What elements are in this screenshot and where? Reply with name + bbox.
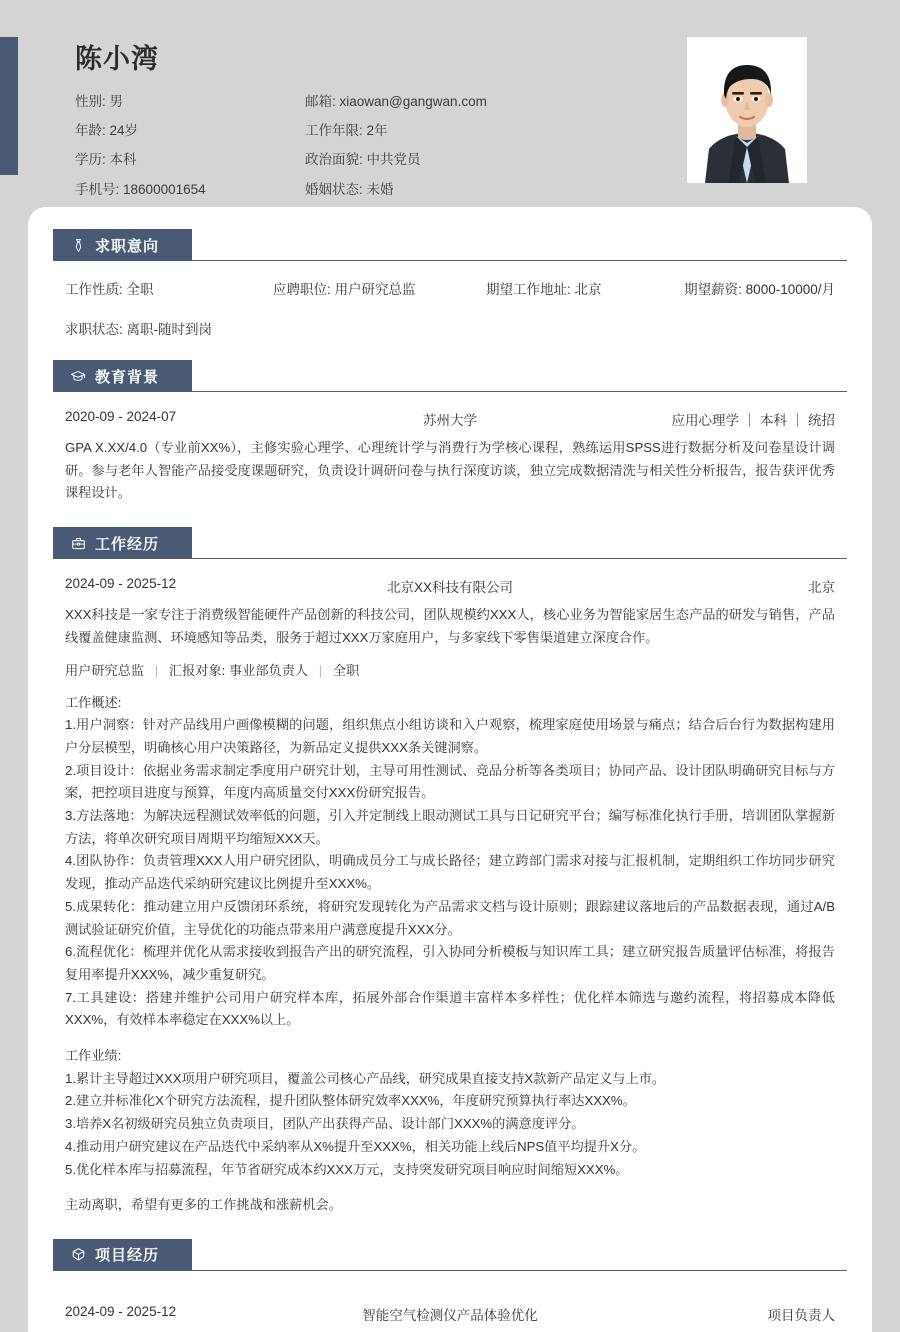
job-intent-salary [684,278,835,298]
info-political-status-label: 政治面貌: [305,152,363,168]
spacer-education [53,338,847,360]
info-gender [75,94,305,110]
job-intent-position-value: 用户研究总监 [334,282,416,297]
section-tag-job-intent [53,229,192,261]
work-role-line [65,660,835,679]
section-job-intent [53,229,847,338]
work-report-to: 汇报对象: 事业部负责人 [168,662,309,678]
section-education [53,360,847,505]
section-header-work [53,527,847,559]
work-company-intro: XXX科技是一家专注于消费级智能硬件产品创新的科技公司，团队规模约XXX人，核心业务为智能家居生态产品的研发与销售，产品线覆盖健康监测、环境感知等品类，服务于超过XXX万家庭用户，与多家线下零售渠道建立深度合作。 [65,607,835,645]
section-rule-project [192,1239,847,1271]
work-leave-reason: 主动离职，希望有更多的工作挑战和涨薪机会。 [65,1197,342,1213]
header-accent-bar [0,37,18,175]
info-marital-status-label: 婚姻状态: [305,181,363,197]
section-rule-work [192,527,847,559]
spacer-duties [65,679,835,692]
education-detail: 应用心理学 ｜ 本科 ｜ 统招 [671,413,835,428]
info-age-label: 年龄: [75,123,106,139]
spacer-project [53,1217,847,1239]
spacer-top [53,207,847,229]
job-intent-location-value: 北京 [574,282,602,297]
candidate-name: 陈小湾 [75,44,159,74]
resume-header [0,0,900,207]
work-achievement-item: 5.优化样本库与招募流程，年节省研究成本约XXX万元，支持突发研究项目响应时间缩短XXX%。 [65,1161,629,1177]
job-intent-row-1 [65,278,835,298]
spacer-achievements [65,1032,835,1045]
section-tag-education [53,360,192,392]
section-rule-education [192,360,847,392]
info-degree-value: 本科 [109,152,137,168]
info-marital-status [305,182,487,198]
education-school: 苏州大学 [422,413,477,428]
info-degree-label: 学历: [75,152,106,168]
section-body-work [53,559,847,1217]
job-intent-location-label: 期望工作地址: [486,282,571,297]
job-intent-row-2 [65,318,835,338]
job-intent-status-label: 求职状态: [65,322,123,337]
section-work-experience [53,527,847,1217]
education-meta-row [65,409,835,429]
header-text-block [75,37,487,198]
info-gender-label: 性别: [75,94,106,109]
candidate-photo [687,37,807,183]
info-marital-status-value: 未婚 [366,181,394,197]
work-achievements-title: 工作业绩: [65,1048,122,1064]
info-email-value: xiaowan@gangwan.com [339,94,487,109]
work-duty-item: 4.团队协作：负责管理XXX人用户研究团队，明确成员分工与成长路径；建立跨部门需求对接与汇报机制，定期组织工作坊同步研究发现，推动产品迭代采纳研究建议比例提升至XXX%。 [65,853,835,892]
info-phone [75,182,305,198]
info-political-status-value: 中共党员 [366,152,421,168]
tie-icon [70,237,86,253]
section-body-education [53,392,847,505]
work-duty-item: 1.用户洞察：针对产品线用户画像模糊的问题，组织焦点小组访谈和入户观察，梳理家庭使用场景与痛点；结合后台行为数据构建用户分层模型，明确核心用户决策路径，为新品定义提供XXX条关键洞察。 [65,717,835,755]
job-intent-status-value: 离职-随时到岗 [126,322,213,337]
section-title-job-intent: 求职意向 [95,237,160,255]
work-duty-item: 6.流程优化：梳理并优化从需求接收到报告产出的研究流程，引入协同分析模板与知识库工具；建立研究报告质量评估标准，将报告复用率提升XXX%，减少重复研究。 [65,944,835,982]
job-intent-position [273,278,486,298]
section-rule-job-intent [192,229,847,261]
section-body-job-intent [53,261,847,338]
section-tag-project [53,1239,192,1271]
section-body-project [53,1271,847,1324]
project-name: 智能空气检测仪产品体验优化 [362,1307,538,1323]
work-achievement-item: 2.建立并标准化X个研究方法流程，提升团队整体研究效率XXX%，年度研究预算执行率达XXX%。 [65,1093,636,1109]
work-meta-row [65,576,835,596]
info-degree [75,152,305,168]
job-intent-nature [65,278,273,298]
info-email [305,94,487,110]
work-duty-item: 7.工具建设：搭建并维护公司用户研究样本库，拓展外部合作渠道丰富样本多样性；优化样本筛选与邀约流程，将招募成本降低XXX%，有效样本率稳定在XXX%以上。 [65,989,835,1028]
section-header-project [53,1239,847,1271]
project-role: 项目负责人 [767,1307,835,1323]
job-intent-nature-value: 全职 [126,282,154,297]
resume-card [28,207,872,1332]
graduation-cap-icon [70,368,86,384]
section-title-education: 教育背景 [95,368,160,386]
work-duties-title: 工作概述: [65,694,122,710]
divider-1: | [154,662,159,678]
spacer-leave-reason [65,1181,835,1194]
job-intent-salary-label: 期望薪资: [684,282,742,297]
work-date: 2024-09 - 2025-12 [65,576,177,592]
project-date: 2024-09 - 2025-12 [65,1303,177,1319]
info-age-value: 24岁 [109,123,139,139]
info-experience-value: 2年 [366,123,388,139]
work-duty-item: 5.成果转化：推动建立用户反馈闭环系统，将研究发现转化为产品需求文档与设计原则；跟踪建议落地后的产品数据表现，通过A/B测试验证研究价值，主导优化的功能点带来用户满意度提升XXX分。 [65,898,835,937]
briefcase-icon [70,535,86,551]
education-description: GPA X.XX/4.0（专业前XX%），主修实验心理学、心理统计学与消费行为学核心课程，熟练运用SPSS进行数据分析及问卷星设计调研。参与老年人智能产品接受度课题研究，负责设计调研问卷与执行深度访谈，独立完成数据清洗与相关性分析报告，报告获评优秀课程设计。 [65,440,835,501]
work-achievement-item: 4.推动用户研究建议在产品迭代中采纳率从X%提升至XXX%，相关功能上线后NPS值平均提升X分。 [65,1138,646,1154]
spacer-work [53,505,847,527]
work-job-type: 全职 [332,662,360,678]
section-title-project: 项目经历 [95,1247,160,1265]
section-title-work: 工作经历 [95,535,160,553]
work-company: 北京XX科技有限公司 [386,580,513,596]
job-intent-salary-value: 8000-10000/月 [745,282,835,297]
work-role: 用户研究总监 [65,662,145,678]
info-gender-value: 男 [109,94,124,109]
divider-2: | [318,662,323,678]
project-meta-row [65,1304,835,1324]
info-experience-label: 工作年限: [305,123,363,139]
work-achievement-item: 3.培养X名初级研究员独立负责项目，团队产出获得产品、设计部门XXX%的满意度评分。 [65,1116,585,1132]
section-header-job-intent [53,229,847,261]
education-date: 2020-09 - 2024-07 [65,409,177,424]
work-duty-item: 3.方法落地：为解决远程测试效率低的问题，引入并定制线上眼动测试工具与日记研究平台；编写标准化执行手册，培训团队掌握新方法，将单次研究项目周期平均缩短XXX天。 [65,808,835,846]
cube-icon [70,1247,86,1263]
job-intent-position-label: 应聘职位: [273,282,331,297]
section-project-experience [53,1239,847,1324]
work-achievement-item: 1.累计主导超过XXX项用户研究项目，覆盖公司核心产品线，研究成果直接支持X款新产品定义与上市。 [65,1070,666,1086]
work-location: 北京 [807,580,835,596]
info-experience [305,123,487,139]
info-phone-label: 手机号: [75,181,120,197]
job-intent-nature-label: 工作性质: [65,282,123,297]
section-header-education [53,360,847,392]
info-age [75,123,305,139]
info-email-label: 邮箱: [305,94,336,109]
job-intent-location [486,278,684,298]
work-duty-item: 2.项目设计：依据业务需求制定季度用户研究计划，主导可用性测试、竞品分析等各类项目；协同产品、设计团队明确研究目标与方案，把控项目进度与预算，年度内高质量交付XXX份研究报告。 [65,762,835,801]
section-tag-work [53,527,192,559]
personal-info-grid [75,94,487,198]
info-political-status [305,152,487,168]
info-phone-value: 18600001654 [123,181,206,197]
